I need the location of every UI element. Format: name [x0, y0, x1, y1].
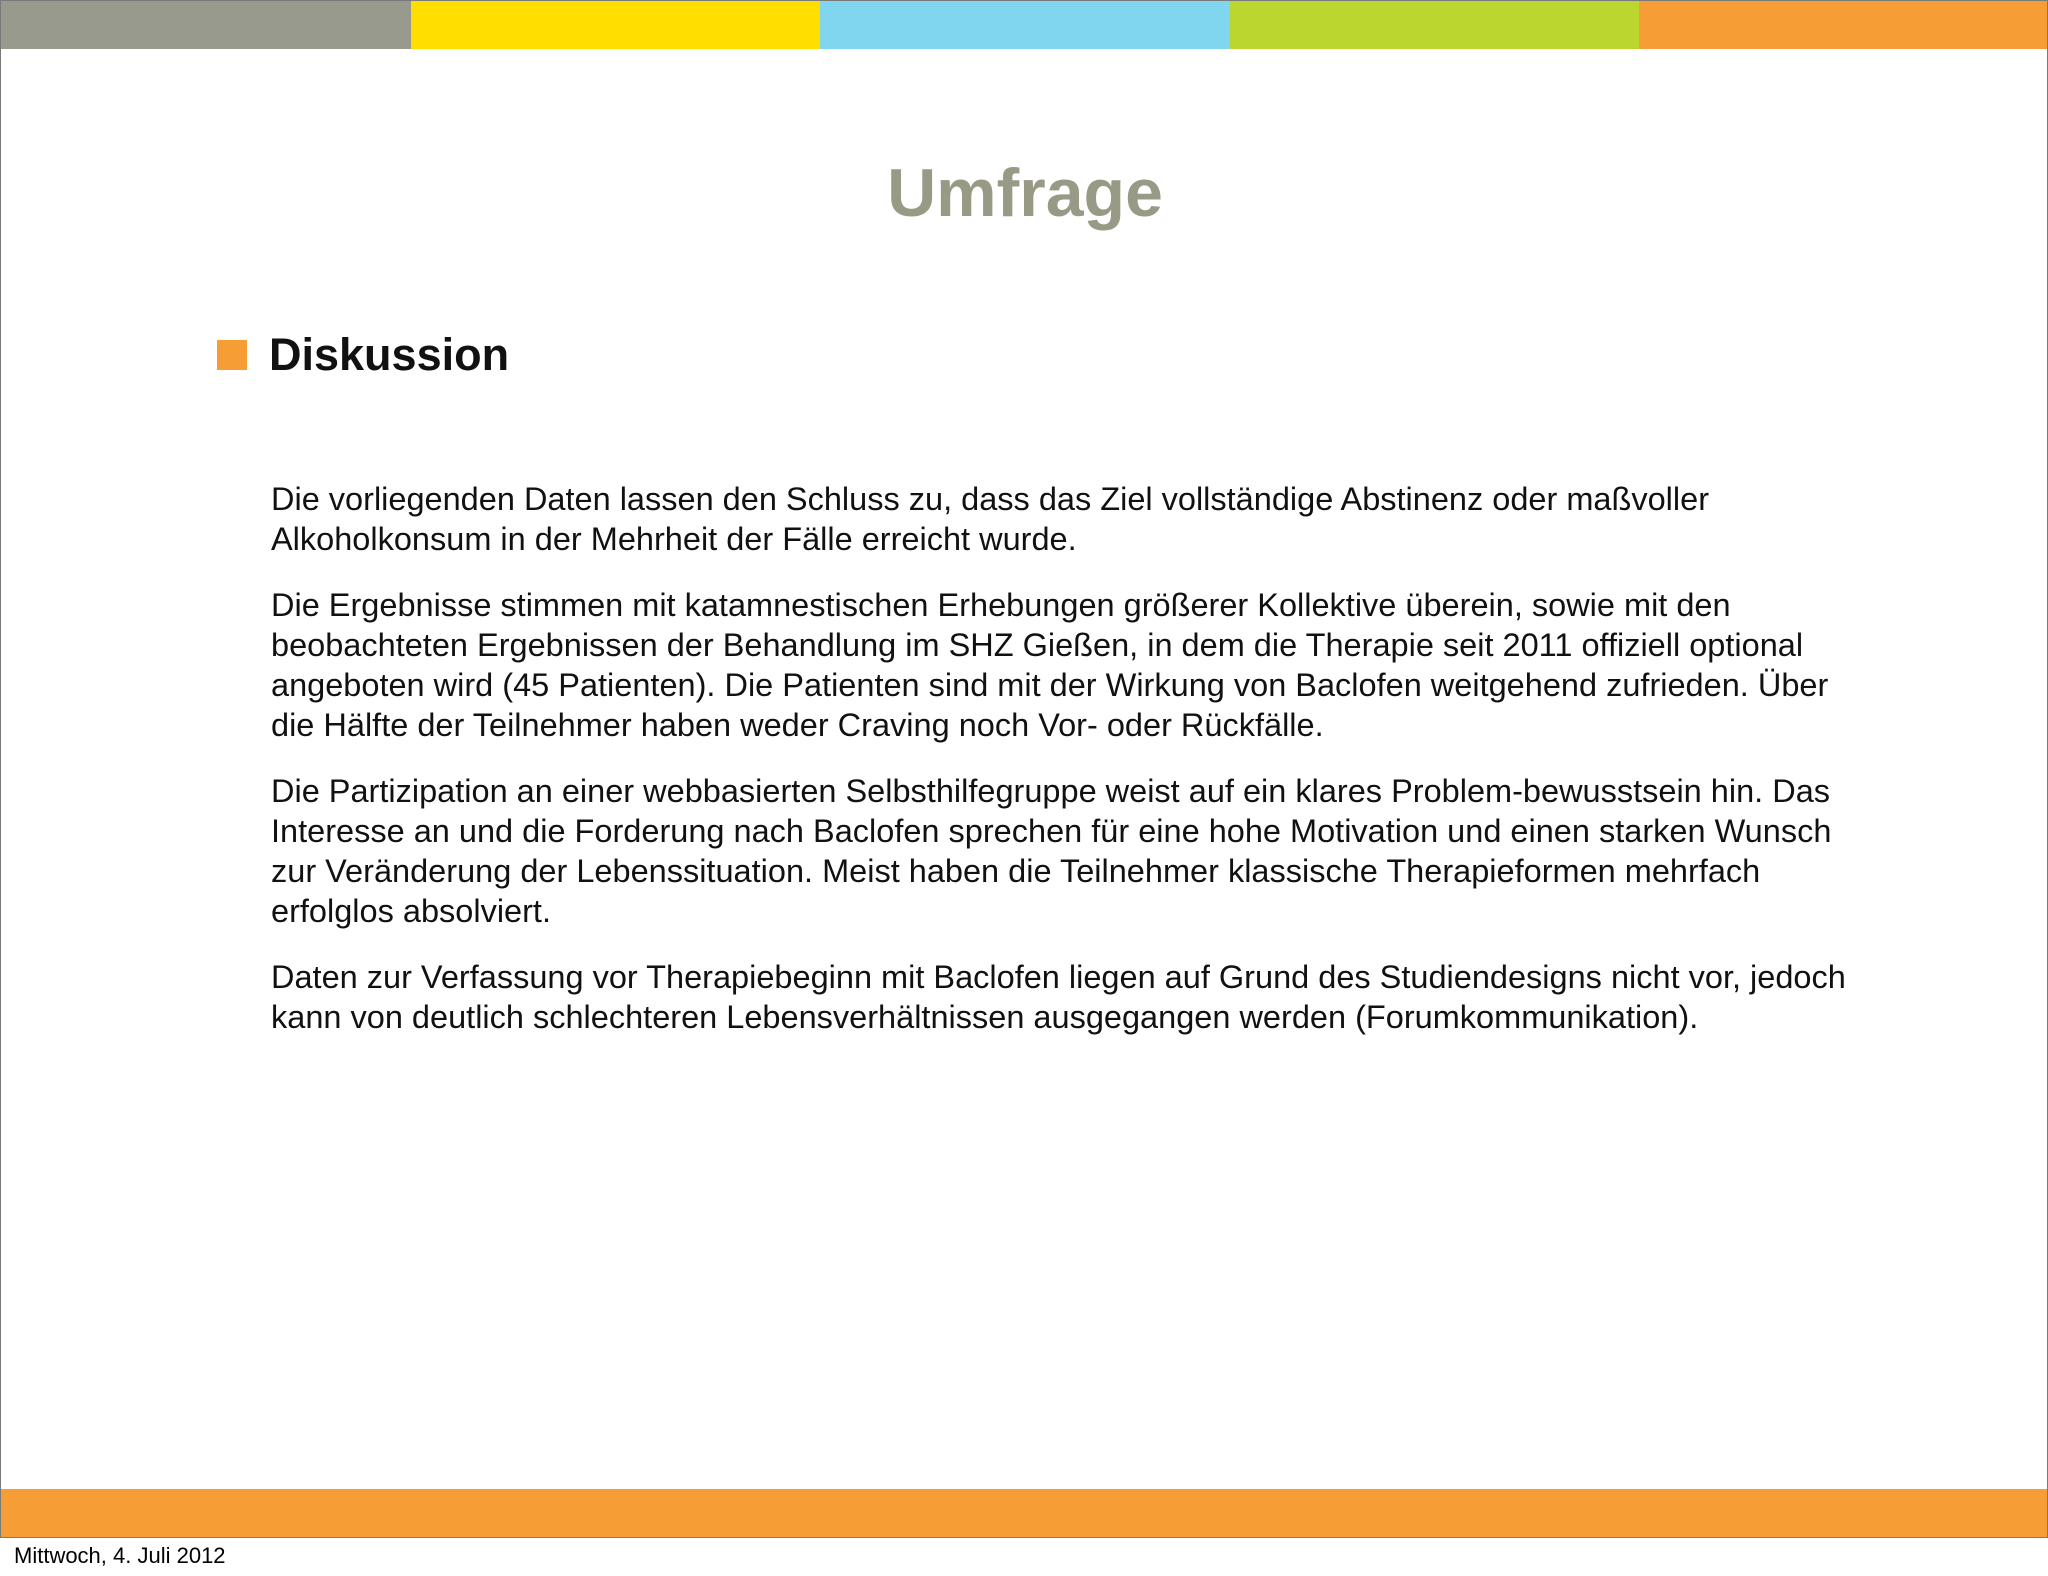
strip-segment-blue — [820, 1, 1230, 49]
paragraph: Die vorliegenden Daten lassen den Schluss zu, dass das Ziel vollständige Abstinenz oder maßvoller Alkoholkonsum in der Mehrheit der Fälle erreicht wurde. — [271, 481, 1710, 557]
footer-date: Mittwoch, 4. Juli 2012 — [14, 1543, 226, 1568]
section-header — [217, 325, 509, 385]
strip-segment-green — [1230, 1, 1640, 49]
strip-segment-yellow — [411, 1, 821, 49]
section-heading: Diskussion — [269, 329, 510, 380]
square-bullet-icon — [217, 340, 247, 370]
strip-segment-gray — [1, 1, 411, 49]
slide-title: Umfrage — [887, 155, 1163, 231]
body-text — [271, 479, 1871, 1063]
paragraph: Die Ergebnisse stimmen mit katamnestischen Erhebungen größerer Kollektive überein, sowie mit den beobachteten Ergebnissen der Behandlung im SHZ Gießen, in dem die Therapie seit 2011 offiziell optional angeboten wird (45 Patienten). Die Patienten sind mit der Wirkung von Baclofen weitgehend zufrieden. Über die Hälfte der Teilnehmer haben weder Craving noch Vor- oder Rückfälle. — [271, 587, 1829, 743]
footer-bar — [1, 1489, 2048, 1537]
paragraph: Die Partizipation an einer webbasierten Selbsthilfegruppe weist auf ein klares Problem-bewusstsein hin. Das Interesse an und die Forderung nach Baclofen sprechen für eine hohe Motivation und einen starken Wunsch zur Veränderung der Lebenssituation. Meist haben die Teilnehmer klassische Therapieformen mehrfach erfolglos absolviert. — [271, 773, 1832, 929]
paragraph: Daten zur Verfassung vor Therapiebeginn mit Baclofen liegen auf Grund des Studiendesigns nicht vor, jedoch kann von deutlich schlechteren Lebensverhältnissen ausgegangen werden (Forumkommunikation). — [271, 959, 1846, 1035]
strip-segment-orange — [1639, 1, 2048, 49]
top-color-strip — [1, 1, 2048, 49]
